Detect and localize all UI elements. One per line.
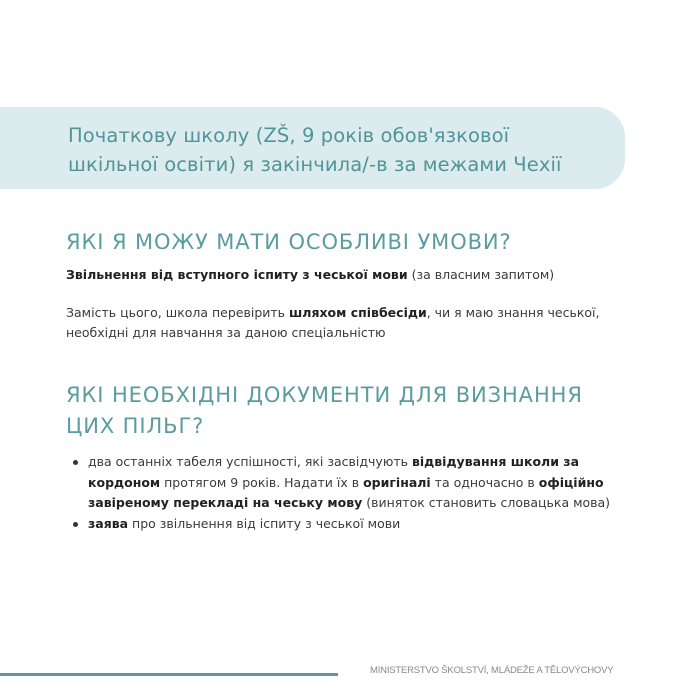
exemption-note: (за власним запитом) — [407, 267, 555, 282]
item-bold-text: відвідування школи за кордоном — [88, 454, 580, 490]
item-bold-text: заява — [88, 515, 129, 531]
title-banner — [0, 107, 625, 189]
item-text: два останніх табеля успішності, які засвідчують — [88, 454, 412, 469]
item-text: (виняток становить словацька мова) — [362, 495, 611, 510]
conditions-heading: ЯКІ Я МОЖУ МАТИ ОСОБЛИВІ УМОВИ? — [66, 230, 512, 254]
ministry-name: MINISTERSTVO ŠKOLSTVÍ, MLÁDEŽE A TĚLOVÝCHOVY — [370, 665, 614, 676]
banner-title-line-2: шкільної освіти) я закінчила/-в за межами Чехії — [68, 153, 562, 176]
documents-list — [70, 452, 640, 534]
bullet-icon — [73, 522, 78, 527]
item-text: та одночасно в — [430, 474, 539, 490]
documents-heading — [66, 380, 583, 442]
list-item — [70, 514, 640, 535]
exemption-paragraph — [66, 265, 626, 285]
interview-paragraph — [66, 303, 626, 343]
item-bold-text: оригіналі — [363, 474, 431, 490]
banner-title-line-1: Початкову школу (ZŠ, 9 років обов'язкової — [68, 124, 510, 147]
documents-heading-line-2: ЦИХ ПІЛЬГ? — [66, 414, 205, 438]
exemption-bold-text: Звільнення від вступного іспиту з чеської мови — [66, 267, 408, 282]
item-bold-text: офіційно завіреному перекладі на чеську мову — [88, 474, 604, 510]
bullet-icon — [73, 460, 78, 465]
documents-heading-line-1: ЯКІ НЕОБХІДНІ ДОКУМЕНТИ ДЛЯ ВИЗНАННЯ — [66, 383, 583, 407]
list-item — [70, 452, 640, 514]
interview-text-b: , чи я маю знання чеської, необхідні для навчання за даною спеціальністю — [66, 305, 600, 340]
interview-text-a: Замість цього, школа перевірить — [66, 305, 290, 320]
footer-divider — [0, 673, 338, 676]
banner-title — [68, 121, 562, 179]
interview-bold-text: шляхом співбесіди — [289, 305, 427, 320]
item-text: про звільнення від іспиту з чеської мови — [128, 515, 401, 531]
item-text: протягом 9 років. Надати їх в — [160, 474, 364, 490]
